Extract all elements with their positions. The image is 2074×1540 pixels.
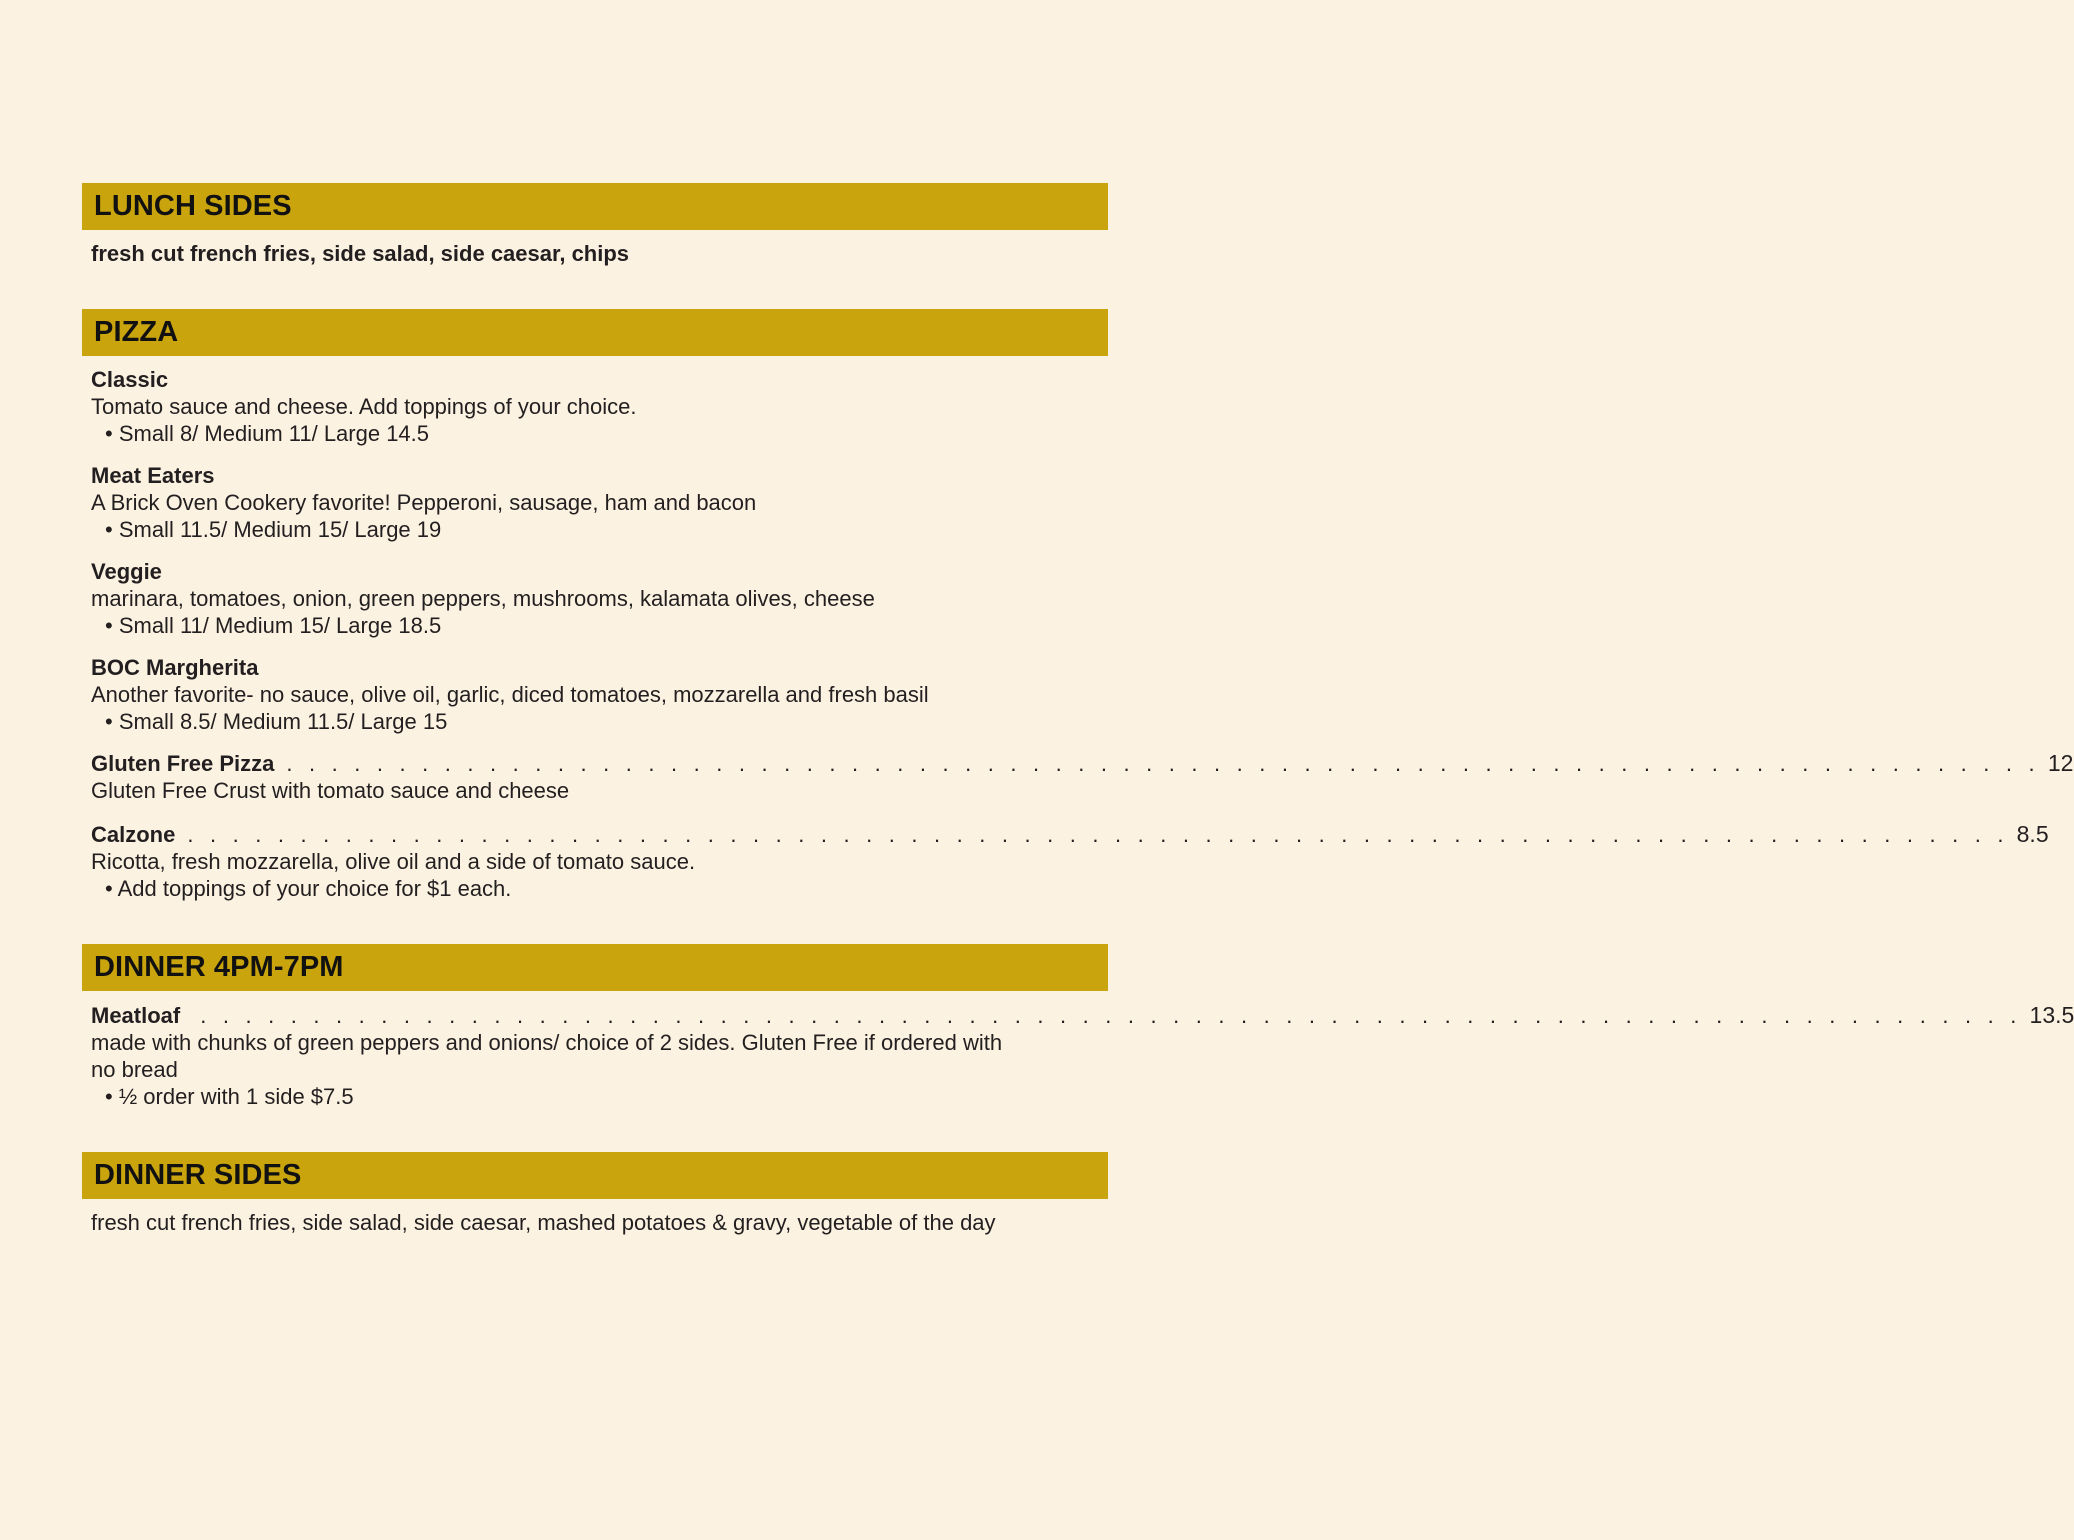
item-sizes: • Small 8/ Medium 11/ Large 14.5 — [105, 421, 430, 446]
item-description: Tomato sauce and cheese. Add toppings of your choice. — [91, 394, 637, 419]
dot-leader: . . . . . . . . . . . . . . . . . . . . . . . . . . . . . . . . . . . . . . . . . . . . . . . . . . . . . . . . . . . . . . . . . . . . . . . . . . . . . . . . . — [200, 1003, 2022, 1028]
pizza-item-veggie — [91, 558, 1099, 639]
item-description: A Brick Oven Cookery favorite! Pepperoni, sausage, ham and bacon — [91, 490, 757, 515]
item-description: Gluten Free Crust with tomato sauce and cheese — [91, 778, 570, 803]
pizza-item-gluten-free — [91, 750, 2074, 804]
item-price: 12 — [2047, 750, 2074, 776]
pizza-item-classic — [91, 366, 1099, 447]
dot-leader: . . . . . . . . . . . . . . . . . . . . . . . . . . . . . . . . . . . . . . . . . . . . . . . . . . . . . . . . . . . . . . . . . . . . . . . . . . . . . . . . . — [187, 822, 2009, 847]
dinner-sides-header: DINNER SIDES — [82, 1152, 1108, 1199]
item-name: Calzone — [91, 822, 176, 847]
item-price-row — [91, 750, 2074, 777]
menu-page — [82, 183, 2074, 1236]
lunch-sides-list: fresh cut french fries, side salad, side caesar, chips — [91, 241, 630, 266]
dinner-header: DINNER 4PM-7PM — [82, 944, 1108, 991]
lunch-sides-header: LUNCH SIDES — [82, 183, 1108, 230]
item-name: Classic — [91, 367, 169, 392]
item-name: Meatloaf — [91, 1003, 181, 1028]
pizza-item-meat-eaters — [91, 462, 1099, 543]
item-sizes: • Small 11/ Medium 15/ Large 18.5 — [105, 613, 442, 638]
item-name: BOC Margherita — [91, 655, 259, 680]
item-note: • Add toppings of your choice for $1 each. — [105, 876, 512, 901]
item-price: 13.5 — [2029, 1002, 2074, 1028]
item-price-row — [91, 1002, 2074, 1029]
dinner-sides-list: fresh cut french fries, side salad, side caesar, mashed potatoes & gravy, vegetable of the day — [91, 1210, 996, 1235]
item-description: Another favorite- no sauce, olive oil, garlic, diced tomatoes, mozzarella and fresh basil — [91, 682, 929, 707]
pizza-item-boc-margherita — [91, 654, 1099, 735]
pizza-item-calzone — [91, 821, 2049, 902]
item-price-row — [91, 821, 2049, 848]
pizza-header: PIZZA — [82, 309, 1108, 356]
dinner-item-meatloaf — [91, 1002, 2074, 1110]
item-description: marinara, tomatoes, onion, green peppers, mushrooms, kalamata olives, cheese — [91, 586, 875, 611]
item-description: Ricotta, fresh mozzarella, olive oil and a side of tomato sauce. — [91, 849, 696, 874]
item-price: 8.5 — [2016, 821, 2049, 847]
item-name: Meat Eaters — [91, 463, 215, 488]
item-description: made with chunks of green peppers and onions/ choice of 2 sides. Gluten Free if ordered with no bread — [91, 1030, 1003, 1082]
item-sizes: • Small 8.5/ Medium 11.5/ Large 15 — [105, 709, 448, 734]
item-sizes: • Small 11.5/ Medium 15/ Large 19 — [105, 517, 442, 542]
dot-leader: . . . . . . . . . . . . . . . . . . . . . . . . . . . . . . . . . . . . . . . . . . . . . . . . . . . . . . . . . . . . . . . . . . . . . . . . . . . . . . — [286, 751, 2040, 776]
item-name: Veggie — [91, 559, 162, 584]
item-name: Gluten Free Pizza — [91, 751, 275, 776]
item-note: • ½ order with 1 side $7.5 — [105, 1084, 354, 1109]
